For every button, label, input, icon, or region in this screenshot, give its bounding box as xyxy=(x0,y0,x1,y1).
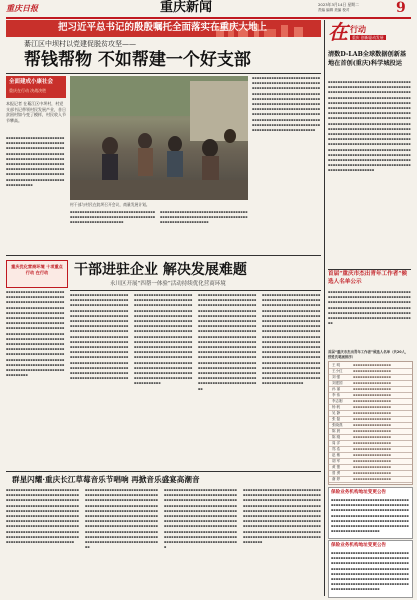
middle-column-1: ▪▪▪▪▪▪▪▪▪▪▪▪▪▪▪▪▪▪▪▪▪▪▪▪▪▪▪▪▪▪▪▪▪▪▪▪▪▪▪▪▪▪▪▪▪▪▪▪▪▪▪▪▪▪▪▪▪▪▪▪▪▪▪▪▪▪▪▪▪▪▪▪▪▪▪▪▪▪▪▪▪▪▪▪▪▪▪▪▪▪▪▪▪▪▪▪▪▪▪▪▪▪▪▪▪▪▪▪▪▪▪▪▪▪▪▪▪▪▪▪▪▪▪▪▪▪▪▪▪▪▪▪▪▪▪▪▪▪▪▪▪▪▪▪▪▪▪▪▪▪▪▪▪▪▪▪▪▪▪▪▪▪▪▪▪▪▪▪▪▪▪▪▪▪▪▪▪▪▪▪▪▪▪▪▪▪▪▪▪▪▪▪▪▪▪▪▪▪▪▪▪▪▪▪▪▪▪▪▪▪▪▪▪▪▪▪▪▪▪▪▪▪▪▪▪▪▪▪▪▪▪▪▪▪▪▪▪▪▪▪▪▪▪▪▪▪▪▪▪▪▪▪▪▪▪▪▪▪▪▪▪▪▪▪▪▪▪▪▪▪▪▪▪▪▪▪▪▪▪▪▪▪▪▪▪▪▪▪▪▪▪▪▪▪▪▪▪▪▪▪▪▪▪▪▪▪▪▪▪▪▪▪▪▪▪▪▪▪▪▪▪▪▪▪▪▪▪▪▪▪▪▪▪▪▪▪▪▪▪▪▪▪▪▪▪▪▪▪▪▪▪▪▪▪▪▪▪▪▪▪▪▪▪▪▪▪▪▪▪▪▪▪▪▪▪▪▪▪▪▪▪▪▪▪▪▪▪▪▪▪▪▪▪▪▪▪▪▪▪▪▪▪▪▪▪▪▪▪ xyxy=(70,293,129,381)
bottom-headline: 群星闪耀·重庆长江草莓音乐节唱响 再掀音乐盛宴高潮音 xyxy=(12,475,200,484)
candidate-name: 赵 敏 xyxy=(332,453,341,457)
middle-column-4: ▪▪▪▪▪▪▪▪▪▪▪▪▪▪▪▪▪▪▪▪▪▪▪▪▪▪▪▪▪▪▪▪▪▪▪▪▪▪▪▪▪▪▪▪▪▪▪▪▪▪▪▪▪▪▪▪▪▪▪▪▪▪▪▪▪▪▪▪▪▪▪▪▪▪▪▪▪▪▪▪▪▪▪▪▪▪▪▪▪▪▪▪▪▪▪▪▪▪▪▪▪▪▪▪▪▪▪▪▪▪▪▪▪▪▪▪▪▪▪▪▪▪▪▪▪▪▪▪▪▪▪▪▪▪▪▪▪▪▪▪▪▪▪▪▪▪▪▪▪▪▪▪▪▪▪▪▪▪▪▪▪▪▪▪▪▪▪▪▪▪▪▪▪▪▪▪▪▪▪▪▪▪▪▪▪▪▪▪▪▪▪▪▪▪▪▪▪▪▪▪▪▪▪▪▪▪▪▪▪▪▪▪▪▪▪▪▪▪▪▪▪▪▪▪▪▪▪▪▪▪▪▪▪▪▪▪▪▪▪▪▪▪▪▪▪▪▪▪▪▪▪▪▪▪▪▪▪▪▪▪▪▪▪▪▪▪▪▪▪▪▪▪▪▪▪▪▪▪▪▪▪▪▪▪▪▪▪▪▪▪▪▪▪▪▪▪▪▪▪▪▪▪▪▪▪▪▪▪▪▪▪▪▪▪▪▪▪▪▪▪▪▪▪▪▪▪▪▪▪▪▪▪▪▪▪▪▪▪▪▪▪▪▪▪▪▪▪▪▪▪▪▪▪▪▪▪▪▪▪▪▪▪▪▪▪▪▪▪▪▪▪▪▪▪▪▪▪▪▪▪▪▪▪▪▪▪▪▪▪▪▪▪▪▪▪▪▪▪▪▪▪▪▪▪▪▪▪▪▪▪▪▪▪▪▪▪▪▪▪▪▪▪▪▪▪ xyxy=(262,293,321,386)
candidate-detail-placeholder: ▪▪▪▪▪▪▪▪▪▪▪▪▪▪▪▪ xyxy=(353,423,391,427)
right-column-divider xyxy=(324,20,325,596)
photo-caption: 村干部与村民在院坝召开会议，商量发展计划。 xyxy=(70,202,150,207)
candidate-detail-placeholder: ▪▪▪▪▪▪▪▪▪▪▪▪▪▪▪▪ xyxy=(353,477,391,481)
ad-2-body: ▪▪▪▪▪▪▪▪▪▪▪▪▪▪▪▪▪▪▪▪▪▪▪▪▪▪▪▪▪▪▪▪▪▪▪▪▪▪▪▪▪▪▪▪▪▪▪▪▪▪▪▪▪▪▪▪▪▪▪▪▪▪▪▪▪▪▪▪▪▪▪▪▪▪▪▪▪▪▪▪▪▪▪▪▪▪▪▪▪▪▪▪▪▪▪▪▪▪▪▪▪▪▪▪▪▪▪▪▪▪▪▪▪▪▪▪▪▪▪▪▪▪▪▪▪▪▪▪▪▪▪▪▪▪▪▪▪▪▪▪▪▪▪▪▪▪▪▪▪▪▪▪▪▪▪▪▪▪▪▪▪▪▪▪▪▪▪▪▪▪▪▪▪▪▪▪▪▪▪▪▪▪▪▪▪▪▪▪▪▪▪▪▪▪▪▪▪▪▪▪▪▪▪▪▪▪▪▪▪▪▪▪▪▪▪▪▪▪▪▪▪▪▪▪▪▪▪▪▪▪▪▪▪▪▪▪▪▪▪▪▪▪▪▪ xyxy=(331,551,409,592)
masthead-rule xyxy=(6,17,411,19)
candidate-name: 王 明 xyxy=(332,363,341,367)
page-number: 9 xyxy=(396,0,406,16)
candidate-table xyxy=(328,361,413,485)
banner-band xyxy=(6,20,321,37)
candidate-name: 李志刚 xyxy=(332,399,343,403)
right-box-rule xyxy=(328,269,411,270)
candidate-name: 杨 帆 xyxy=(332,405,341,409)
editor-line: 责编 编辑 美编 校对 xyxy=(318,8,350,12)
candidate-name: 李 伟 xyxy=(332,393,341,397)
sidebar-box xyxy=(6,76,66,98)
candidate-name: 孙 丽 xyxy=(332,387,341,391)
candidate-name: 谢 婷 xyxy=(332,477,341,481)
ad-box-1 xyxy=(328,487,413,539)
candidate-detail-placeholder: ▪▪▪▪▪▪▪▪▪▪▪▪▪▪▪▪ xyxy=(353,399,391,403)
candidate-name: 张晓燕 xyxy=(332,423,343,427)
lead-body-filler-1: ▪▪▪▪▪▪▪▪▪▪▪▪▪▪▪▪▪▪▪▪▪▪▪▪▪▪▪▪▪▪▪▪▪▪▪▪▪▪▪▪▪▪▪▪▪▪▪▪▪▪▪▪▪▪▪▪▪▪▪▪▪▪▪▪▪▪▪▪▪▪▪▪▪▪▪▪▪▪▪▪▪▪▪▪▪▪▪▪▪▪▪▪▪▪▪▪▪▪▪▪▪▪▪▪▪▪▪▪▪▪▪▪▪▪▪▪▪▪▪▪▪▪▪▪▪▪▪▪▪▪▪▪▪▪▪▪▪▪▪▪▪▪▪▪▪▪▪▪▪▪▪▪▪▪▪▪▪▪▪▪▪▪▪▪▪▪▪▪▪▪▪▪▪▪▪▪▪▪▪▪▪▪▪▪▪▪▪▪▪▪▪▪▪▪▪▪▪▪▪▪▪▪▪▪▪▪▪▪▪▪▪▪▪▪▪▪▪▪▪▪▪▪▪▪▪▪▪ xyxy=(6,136,65,187)
candidate-name: 郑 浩 xyxy=(332,447,341,451)
candidate-name: 陈 晨 xyxy=(332,429,341,433)
right-logo xyxy=(328,20,411,48)
candidate-detail-placeholder: ▪▪▪▪▪▪▪▪▪▪▪▪▪▪▪▪ xyxy=(353,417,391,421)
inner-box xyxy=(6,260,68,288)
candidate-name: 周 洋 xyxy=(332,441,341,445)
lead-photo xyxy=(70,76,248,200)
logo-rest: 行动 xyxy=(350,24,366,34)
candidate-detail-placeholder: ▪▪▪▪▪▪▪▪▪▪▪▪▪▪▪▪ xyxy=(353,405,391,409)
right-story-body: ▪▪▪▪▪▪▪▪▪▪▪▪▪▪▪▪▪▪▪▪▪▪▪▪▪▪▪▪▪▪▪▪▪▪▪▪▪▪▪▪▪▪▪▪▪▪▪▪▪▪▪▪▪▪▪▪▪▪▪▪▪▪▪▪▪▪▪▪▪▪▪▪▪▪▪▪▪▪▪▪▪▪▪▪▪▪▪▪▪▪▪▪▪▪▪▪▪▪▪▪▪▪▪▪▪▪▪▪▪▪▪▪▪▪▪▪▪▪▪▪▪▪▪▪▪▪▪▪▪▪▪▪▪▪▪▪▪▪▪▪▪▪▪▪▪▪▪▪▪▪▪▪▪▪▪▪▪▪▪▪▪▪▪▪▪▪▪▪▪▪▪▪▪▪▪▪▪▪▪▪▪▪▪▪▪▪▪▪▪▪▪▪▪▪▪▪▪▪▪▪▪▪▪▪▪▪▪▪▪▪▪▪▪▪▪▪▪▪▪▪▪▪▪▪▪▪▪▪▪▪▪▪▪▪▪▪▪▪▪▪▪▪▪▪▪▪▪▪▪▪▪▪▪▪▪▪▪▪▪▪▪▪▪▪▪▪▪▪▪▪▪▪▪▪▪▪▪▪▪▪▪▪▪▪▪▪▪▪▪▪▪▪▪▪▪▪▪▪▪▪▪▪▪▪▪▪▪▪▪▪▪▪▪▪▪▪▪▪▪▪▪▪▪▪▪▪▪▪▪▪▪▪▪▪▪▪▪▪▪▪▪▪▪▪▪▪▪▪▪▪▪▪▪▪▪▪▪▪▪▪▪▪▪▪▪▪▪▪▪▪▪▪▪▪▪▪▪▪▪▪▪▪▪▪▪▪▪▪▪▪▪▪▪▪▪▪▪▪▪▪▪▪▪▪▪▪▪▪▪▪▪▪▪▪▪▪▪▪▪▪▪▪▪▪▪▪▪▪▪▪▪▪▪▪▪▪▪▪▪▪▪▪▪▪▪▪▪▪▪▪▪▪▪▪▪▪▪▪▪▪▪▪▪▪▪▪▪▪▪▪▪▪▪▪▪▪▪▪▪▪▪▪▪▪▪▪▪▪▪▪▪▪▪▪▪▪▪▪▪▪▪▪▪▪▪▪▪▪▪▪▪▪▪▪▪▪▪▪▪▪▪▪▪▪▪▪▪▪▪▪▪▪▪▪▪▪▪▪▪▪▪▪▪▪▪▪▪▪▪▪▪▪▪▪▪▪▪▪▪▪▪▪▪▪▪▪▪▪▪▪▪▪▪▪▪▪▪▪▪▪▪▪▪▪▪▪▪▪▪▪▪▪▪▪▪▪▪ xyxy=(328,80,411,173)
lead-column-3: ▪▪▪▪▪▪▪▪▪▪▪▪▪▪▪▪▪▪▪▪▪▪▪▪▪▪▪▪▪▪▪▪▪▪▪▪▪▪▪▪▪▪▪▪▪▪▪▪▪▪▪▪▪▪▪▪▪▪▪▪▪▪▪▪▪▪▪▪▪▪▪▪▪▪▪▪▪▪▪▪▪▪▪▪▪▪▪▪▪▪▪▪ xyxy=(160,210,248,225)
candidate-detail-placeholder: ▪▪▪▪▪▪▪▪▪▪▪▪▪▪▪▪ xyxy=(353,459,391,463)
candidate-name: 陈 刚 xyxy=(332,435,341,439)
ad-box-2 xyxy=(328,540,413,598)
candidate-row xyxy=(329,476,412,483)
right-box-intro: ▪▪▪▪▪▪▪▪▪▪▪▪▪▪▪▪▪▪▪▪▪▪▪▪▪▪▪▪▪▪▪▪▪▪▪▪▪▪▪▪▪▪▪▪▪▪▪▪▪▪▪▪▪▪▪▪▪▪▪▪▪▪▪▪▪▪▪▪▪▪▪▪▪▪▪▪▪▪▪▪▪▪▪▪▪▪▪▪▪▪▪▪▪▪▪▪▪▪▪▪▪▪▪▪▪▪▪▪▪▪▪▪▪▪▪▪▪▪▪▪▪▪▪▪▪▪▪▪▪▪▪▪▪▪▪▪▪▪▪▪▪▪▪▪▪▪▪▪▪▪▪▪▪▪▪▪▪▪▪▪▪▪▪▪▪▪▪▪▪▪▪▪▪▪▪▪▪▪▪▪▪▪▪▪▪▪▪▪▪▪▪▪▪▪▪▪▪▪▪▪▪▪▪▪▪▪ xyxy=(328,290,411,326)
candidate-detail-placeholder: ▪▪▪▪▪▪▪▪▪▪▪▪▪▪▪▪ xyxy=(353,471,391,475)
candidate-name: 刘建国 xyxy=(332,381,343,385)
lead-headline: 帮钱帮物 不如帮建一个好支部 xyxy=(24,50,251,70)
section-title: 重庆新闻 xyxy=(160,0,213,15)
candidate-detail-placeholder: ▪▪▪▪▪▪▪▪▪▪▪▪▪▪▪▪ xyxy=(353,447,391,451)
middle-rule xyxy=(70,290,321,291)
masthead xyxy=(0,0,417,17)
candidate-detail-placeholder: ▪▪▪▪▪▪▪▪▪▪▪▪▪▪▪▪ xyxy=(353,375,391,379)
candidate-name: 张 磊 xyxy=(332,417,341,421)
candidate-detail-placeholder: ▪▪▪▪▪▪▪▪▪▪▪▪▪▪▪▪ xyxy=(353,369,391,373)
candidate-detail-placeholder: ▪▪▪▪▪▪▪▪▪▪▪▪▪▪▪▪ xyxy=(353,393,391,397)
logo-sub: 重庆 创新驱动发展 xyxy=(352,35,384,40)
candidate-detail-placeholder: ▪▪▪▪▪▪▪▪▪▪▪▪▪▪▪▪ xyxy=(353,411,391,415)
lead-column-1 xyxy=(6,76,66,252)
date-line: 2023年3月14日 星期二 xyxy=(318,2,359,7)
lead-kicker: 綦江区中坝村以党建促脱贫攻坚—— xyxy=(24,40,136,48)
bottom-column-4: ▪▪▪▪▪▪▪▪▪▪▪▪▪▪▪▪▪▪▪▪▪▪▪▪▪▪▪▪▪▪▪▪▪▪▪▪▪▪▪▪▪▪▪▪▪▪▪▪▪▪▪▪▪▪▪▪▪▪▪▪▪▪▪▪▪▪▪▪▪▪▪▪▪▪▪▪▪▪▪▪▪▪▪▪▪▪▪▪▪▪▪▪▪▪▪▪▪▪▪▪▪▪▪▪▪▪▪▪▪▪▪▪▪▪▪▪▪▪▪▪▪▪▪▪▪▪▪▪▪▪▪▪▪▪▪▪▪▪▪▪▪▪▪▪▪▪▪▪▪▪▪▪▪▪▪▪▪▪▪▪▪▪▪▪▪▪▪▪▪▪▪▪▪▪▪▪▪▪▪▪▪▪▪▪▪▪▪▪▪▪▪▪▪▪▪▪▪▪▪▪▪▪▪▪▪▪▪▪▪▪▪▪▪▪▪▪▪▪▪▪▪▪▪▪▪▪▪▪▪▪▪▪▪▪▪▪▪▪▪▪▪▪▪▪▪▪▪▪▪▪▪▪▪▪▪▪▪▪▪▪▪▪▪▪▪▪▪▪▪▪▪▪▪▪▪▪▪▪▪▪▪▪▪▪▪▪▪▪▪▪▪▪▪▪▪▪▪▪▪▪▪▪▪▪▪▪▪▪▪▪▪▪▪▪▪▪▪▪▪▪▪▪▪▪▪▪▪▪ xyxy=(243,488,321,545)
left-lower-column: ▪▪▪▪▪▪▪▪▪▪▪▪▪▪▪▪▪▪▪▪▪▪▪▪▪▪▪▪▪▪▪▪▪▪▪▪▪▪▪▪▪▪▪▪▪▪▪▪▪▪▪▪▪▪▪▪▪▪▪▪▪▪▪▪▪▪▪▪▪▪▪▪▪▪▪▪▪▪▪▪▪▪▪▪▪▪▪▪▪▪▪▪▪▪▪▪▪▪▪▪▪▪▪▪▪▪▪▪▪▪▪▪▪▪▪▪▪▪▪▪▪▪▪▪▪▪▪▪▪▪▪▪▪▪▪▪▪▪▪▪▪▪▪▪▪▪▪▪▪▪▪▪▪▪▪▪▪▪▪▪▪▪▪▪▪▪▪▪▪▪▪▪▪▪▪▪▪▪▪▪▪▪▪▪▪▪▪▪▪▪▪▪▪▪▪▪▪▪▪▪▪▪▪▪▪▪▪▪▪▪▪▪▪▪▪▪▪▪▪▪▪▪▪▪▪▪▪▪▪▪▪▪▪▪▪▪▪▪▪▪▪▪▪▪▪▪▪▪▪▪▪▪▪▪▪▪▪▪▪▪▪▪▪▪▪▪▪▪▪▪▪▪▪▪▪▪▪▪▪▪▪▪▪▪▪▪▪▪▪▪▪▪▪▪▪▪▪▪▪▪▪▪▪▪▪▪▪▪▪▪▪▪▪▪▪▪▪▪▪▪▪▪▪▪▪▪▪▪▪▪▪▪▪▪▪▪▪▪▪▪▪▪▪▪▪▪▪▪▪▪▪▪▪▪▪▪▪▪▪▪▪▪▪▪▪▪▪▪▪▪▪▪▪▪▪▪▪▪▪▪▪▪▪▪▪▪▪▪▪▪▪▪▪ xyxy=(6,290,65,378)
lead-body: 本报记者 在綦江区中坝村，村党支部书记带领村民发展产业，昔日贫困村如今变了模样，村民收入节节攀高。 xyxy=(6,101,66,123)
sidebar-box-subtitle: 重庆在行动 决战决胜 xyxy=(9,88,47,93)
right-box-subhead: 首届“重庆市杰出青年工作者”候选人名单（共20人，按姓氏笔画排序） xyxy=(328,350,409,359)
lead-column-4: ▪▪▪▪▪▪▪▪▪▪▪▪▪▪▪▪▪▪▪▪▪▪▪▪▪▪▪▪▪▪▪▪▪▪▪▪▪▪▪▪▪▪▪▪▪▪▪▪▪▪▪▪▪▪▪▪▪▪▪▪▪▪▪▪▪▪▪▪▪▪▪▪▪▪▪▪▪▪▪▪▪▪▪▪▪▪▪▪▪▪▪▪▪▪▪▪▪▪▪▪▪▪▪▪▪▪▪▪▪▪▪▪▪▪▪▪▪▪▪▪▪▪▪▪▪▪▪▪▪▪▪▪▪▪▪▪▪▪▪▪▪▪▪▪▪▪▪▪▪▪▪▪▪▪▪▪▪▪▪▪▪▪▪▪▪▪▪▪▪▪▪▪▪▪▪▪▪▪▪▪▪▪▪▪▪▪▪▪▪▪▪▪▪▪▪▪▪▪▪▪▪▪▪▪▪▪▪▪▪▪▪▪▪▪▪▪▪▪▪▪▪▪▪▪▪▪▪▪▪▪▪▪▪▪▪▪▪▪▪▪▪▪▪▪▪▪▪▪▪▪▪▪▪▪▪▪▪▪▪▪▪▪▪▪▪▪▪▪▪▪▪▪▪▪▪▪▪▪▪▪▪▪▪▪▪▪▪▪▪▪▪▪▪▪▪▪▪▪▪▪▪▪▪▪▪▪ xyxy=(252,76,321,133)
candidate-detail-placeholder: ▪▪▪▪▪▪▪▪▪▪▪▪▪▪▪▪ xyxy=(353,441,391,445)
candidate-detail-placeholder: ▪▪▪▪▪▪▪▪▪▪▪▪▪▪▪▪ xyxy=(353,381,391,385)
paper-name: 重庆日报 xyxy=(6,3,38,13)
candidate-name: 王小红 xyxy=(332,369,343,373)
candidate-detail-placeholder: ▪▪▪▪▪▪▪▪▪▪▪▪▪▪▪▪ xyxy=(353,435,391,439)
bottom-column-2: ▪▪▪▪▪▪▪▪▪▪▪▪▪▪▪▪▪▪▪▪▪▪▪▪▪▪▪▪▪▪▪▪▪▪▪▪▪▪▪▪▪▪▪▪▪▪▪▪▪▪▪▪▪▪▪▪▪▪▪▪▪▪▪▪▪▪▪▪▪▪▪▪▪▪▪▪▪▪▪▪▪▪▪▪▪▪▪▪▪▪▪▪▪▪▪▪▪▪▪▪▪▪▪▪▪▪▪▪▪▪▪▪▪▪▪▪▪▪▪▪▪▪▪▪▪▪▪▪▪▪▪▪▪▪▪▪▪▪▪▪▪▪▪▪▪▪▪▪▪▪▪▪▪▪▪▪▪▪▪▪▪▪▪▪▪▪▪▪▪▪▪▪▪▪▪▪▪▪▪▪▪▪▪▪▪▪▪▪▪▪▪▪▪▪▪▪▪▪▪▪▪▪▪▪▪▪▪▪▪▪▪▪▪▪▪▪▪▪▪▪▪▪▪▪▪▪▪▪▪▪▪▪▪▪▪▪▪▪▪▪▪▪▪▪▪▪▪▪▪▪▪▪▪▪▪▪▪▪▪▪▪▪▪▪▪▪▪▪▪▪▪▪▪▪▪▪▪▪▪▪▪▪▪▪▪▪▪▪▪▪▪▪▪▪▪▪▪▪▪▪▪▪▪▪▪▪▪▪▪▪▪▪▪▪▪▪▪▪▪▪▪▪▪▪▪▪▪▪▪▪▪▪ xyxy=(85,488,159,550)
ad-2-title: 保险业务机构地址变更公告 xyxy=(331,543,387,548)
lead-bottom-rule xyxy=(6,255,321,256)
right-headline: 清数D-LAB全球数据创新基地在首创(重庆)科学城投运 xyxy=(328,51,407,67)
candidate-name: 胡 军 xyxy=(332,459,341,463)
candidate-name: 吴 静 xyxy=(332,411,341,415)
candidate-detail-placeholder: ▪▪▪▪▪▪▪▪▪▪▪▪▪▪▪▪ xyxy=(353,453,391,457)
candidate-detail-placeholder: ▪▪▪▪▪▪▪▪▪▪▪▪▪▪▪▪ xyxy=(353,363,391,367)
sidebar-box-title: 全面建成小康社会 xyxy=(9,79,54,85)
candidate-name: 刘 强 xyxy=(332,375,341,379)
lead-column-2: ▪▪▪▪▪▪▪▪▪▪▪▪▪▪▪▪▪▪▪▪▪▪▪▪▪▪▪▪▪▪▪▪▪▪▪▪▪▪▪▪▪▪▪▪▪▪▪▪▪▪▪▪▪▪▪▪▪▪▪▪▪▪▪▪▪▪▪▪▪▪▪▪▪▪▪▪▪▪▪▪▪▪▪▪▪▪▪▪▪▪▪▪ xyxy=(70,210,156,225)
bottom-column-3: ▪▪▪▪▪▪▪▪▪▪▪▪▪▪▪▪▪▪▪▪▪▪▪▪▪▪▪▪▪▪▪▪▪▪▪▪▪▪▪▪▪▪▪▪▪▪▪▪▪▪▪▪▪▪▪▪▪▪▪▪▪▪▪▪▪▪▪▪▪▪▪▪▪▪▪▪▪▪▪▪▪▪▪▪▪▪▪▪▪▪▪▪▪▪▪▪▪▪▪▪▪▪▪▪▪▪▪▪▪▪▪▪▪▪▪▪▪▪▪▪▪▪▪▪▪▪▪▪▪▪▪▪▪▪▪▪▪▪▪▪▪▪▪▪▪▪▪▪▪▪▪▪▪▪▪▪▪▪▪▪▪▪▪▪▪▪▪▪▪▪▪▪▪▪▪▪▪▪▪▪▪▪▪▪▪▪▪▪▪▪▪▪▪▪▪▪▪▪▪▪▪▪▪▪▪▪▪▪▪▪▪▪▪▪▪▪▪▪▪▪▪▪▪▪▪▪▪▪▪▪▪▪▪▪▪▪▪▪▪▪▪▪▪▪▪▪▪▪▪▪▪▪▪▪▪▪▪▪▪▪▪▪▪▪▪▪▪▪▪▪▪▪▪▪▪▪▪▪▪▪▪▪▪▪▪▪▪▪▪▪▪▪▪▪▪▪▪▪▪▪▪▪▪▪▪▪▪▪▪▪▪▪▪▪▪▪▪▪▪▪▪▪▪▪▪▪▪▪▪▪▪ xyxy=(164,488,238,550)
middle-column-3: ▪▪▪▪▪▪▪▪▪▪▪▪▪▪▪▪▪▪▪▪▪▪▪▪▪▪▪▪▪▪▪▪▪▪▪▪▪▪▪▪▪▪▪▪▪▪▪▪▪▪▪▪▪▪▪▪▪▪▪▪▪▪▪▪▪▪▪▪▪▪▪▪▪▪▪▪▪▪▪▪▪▪▪▪▪▪▪▪▪▪▪▪▪▪▪▪▪▪▪▪▪▪▪▪▪▪▪▪▪▪▪▪▪▪▪▪▪▪▪▪▪▪▪▪▪▪▪▪▪▪▪▪▪▪▪▪▪▪▪▪▪▪▪▪▪▪▪▪▪▪▪▪▪▪▪▪▪▪▪▪▪▪▪▪▪▪▪▪▪▪▪▪▪▪▪▪▪▪▪▪▪▪▪▪▪▪▪▪▪▪▪▪▪▪▪▪▪▪▪▪▪▪▪▪▪▪▪▪▪▪▪▪▪▪▪▪▪▪▪▪▪▪▪▪▪▪▪▪▪▪▪▪▪▪▪▪▪▪▪▪▪▪▪▪▪▪▪▪▪▪▪▪▪▪▪▪▪▪▪▪▪▪▪▪▪▪▪▪▪▪▪▪▪▪▪▪▪▪▪▪▪▪▪▪▪▪▪▪▪▪▪▪▪▪▪▪▪▪▪▪▪▪▪▪▪▪▪▪▪▪▪▪▪▪▪▪▪▪▪▪▪▪▪▪▪▪▪▪▪▪▪▪▪▪▪▪▪▪▪▪▪▪▪▪▪▪▪▪▪▪▪▪▪▪▪▪▪▪▪▪▪▪▪▪▪▪▪▪▪▪▪▪▪▪▪▪▪▪▪▪▪▪▪▪▪▪▪▪▪▪▪▪▪▪▪▪▪▪▪▪▪▪▪▪▪▪▪▪▪▪▪▪▪▪▪▪▪▪▪▪▪▪▪▪▪▪▪▪▪▪▪▪▪▪ xyxy=(198,293,257,391)
candidate-name: 黄 蕾 xyxy=(332,465,341,469)
bottom-section-rule xyxy=(6,471,321,472)
logo-big-char: 在 xyxy=(328,20,348,44)
middle-column-2: ▪▪▪▪▪▪▪▪▪▪▪▪▪▪▪▪▪▪▪▪▪▪▪▪▪▪▪▪▪▪▪▪▪▪▪▪▪▪▪▪▪▪▪▪▪▪▪▪▪▪▪▪▪▪▪▪▪▪▪▪▪▪▪▪▪▪▪▪▪▪▪▪▪▪▪▪▪▪▪▪▪▪▪▪▪▪▪▪▪▪▪▪▪▪▪▪▪▪▪▪▪▪▪▪▪▪▪▪▪▪▪▪▪▪▪▪▪▪▪▪▪▪▪▪▪▪▪▪▪▪▪▪▪▪▪▪▪▪▪▪▪▪▪▪▪▪▪▪▪▪▪▪▪▪▪▪▪▪▪▪▪▪▪▪▪▪▪▪▪▪▪▪▪▪▪▪▪▪▪▪▪▪▪▪▪▪▪▪▪▪▪▪▪▪▪▪▪▪▪▪▪▪▪▪▪▪▪▪▪▪▪▪▪▪▪▪▪▪▪▪▪▪▪▪▪▪▪▪▪▪▪▪▪▪▪▪▪▪▪▪▪▪▪▪▪▪▪▪▪▪▪▪▪▪▪▪▪▪▪▪▪▪▪▪▪▪▪▪▪▪▪▪▪▪▪▪▪▪▪▪▪▪▪▪▪▪▪▪▪▪▪▪▪▪▪▪▪▪▪▪▪▪▪▪▪▪▪▪▪▪▪▪▪▪▪▪▪▪▪▪▪▪▪▪▪▪▪▪▪▪▪▪▪▪▪▪▪▪▪▪▪▪▪▪▪▪▪▪▪▪▪▪▪▪▪▪▪▪▪▪▪▪▪▪▪▪▪▪▪▪▪▪▪▪▪▪▪▪▪▪▪▪▪▪▪▪▪▪▪▪▪▪▪▪▪▪▪▪▪▪▪▪▪▪▪▪▪▪▪▪▪▪▪▪▪▪▪▪▪ xyxy=(134,293,193,386)
middle-subhead: 永川区开展“四帮一体验”活动持续优化营商环境 xyxy=(110,281,226,287)
banner-text: 把习近平总书记的殷殷嘱托全面落实在重庆大地上 xyxy=(58,22,268,33)
inner-box-title: 重庆优化营商环境 十项重点行动 在行动 xyxy=(11,264,63,275)
lead-rule xyxy=(6,73,321,74)
candidate-name: 曾 勇 xyxy=(332,471,341,475)
ad-1-title: 保险业务机构地址变更公告 xyxy=(331,490,387,495)
candidate-detail-placeholder: ▪▪▪▪▪▪▪▪▪▪▪▪▪▪▪▪ xyxy=(353,465,391,469)
middle-headline: 干部进驻企业 解决发展难题 xyxy=(74,262,247,278)
ad-1-body: ▪▪▪▪▪▪▪▪▪▪▪▪▪▪▪▪▪▪▪▪▪▪▪▪▪▪▪▪▪▪▪▪▪▪▪▪▪▪▪▪▪▪▪▪▪▪▪▪▪▪▪▪▪▪▪▪▪▪▪▪▪▪▪▪▪▪▪▪▪▪▪▪▪▪▪▪▪▪▪▪▪▪▪▪▪▪▪▪▪▪▪▪▪▪▪▪▪▪▪▪▪▪▪▪▪▪▪▪▪▪▪▪▪▪▪▪▪▪▪▪▪▪▪▪▪▪▪▪▪▪▪▪▪▪▪▪▪▪▪▪▪▪▪▪▪▪▪▪▪▪▪▪▪▪▪▪▪▪▪▪▪▪▪▪▪▪▪▪▪▪▪▪▪▪▪▪▪▪▪▪▪▪▪▪▪▪▪▪▪▪▪▪▪▪▪▪▪▪▪▪▪▪▪▪▪▪▪▪▪▪▪▪ xyxy=(331,498,409,534)
photo-scene xyxy=(70,76,248,200)
right-box-headline: 首届“重庆市杰出青年工作者”候选人名单公示 xyxy=(328,271,408,285)
candidate-detail-placeholder: ▪▪▪▪▪▪▪▪▪▪▪▪▪▪▪▪ xyxy=(353,429,391,433)
bottom-column-1: ▪▪▪▪▪▪▪▪▪▪▪▪▪▪▪▪▪▪▪▪▪▪▪▪▪▪▪▪▪▪▪▪▪▪▪▪▪▪▪▪▪▪▪▪▪▪▪▪▪▪▪▪▪▪▪▪▪▪▪▪▪▪▪▪▪▪▪▪▪▪▪▪▪▪▪▪▪▪▪▪▪▪▪▪▪▪▪▪▪▪▪▪▪▪▪▪▪▪▪▪▪▪▪▪▪▪▪▪▪▪▪▪▪▪▪▪▪▪▪▪▪▪▪▪▪▪▪▪▪▪▪▪▪▪▪▪▪▪▪▪▪▪▪▪▪▪▪▪▪▪▪▪▪▪▪▪▪▪▪▪▪▪▪▪▪▪▪▪▪▪▪▪▪▪▪▪▪▪▪▪▪▪▪▪▪▪▪▪▪▪▪▪▪▪▪▪▪▪▪▪▪▪▪▪▪▪▪▪▪▪▪▪▪▪▪▪▪▪▪▪▪▪▪▪▪▪▪▪▪▪▪▪▪▪▪▪▪▪▪▪▪▪▪▪▪▪▪▪▪▪▪▪▪▪▪▪▪▪▪▪▪▪▪▪▪▪▪▪▪▪▪▪▪▪▪▪▪▪▪▪▪▪▪▪▪▪▪▪▪▪▪▪▪▪▪▪▪▪▪▪▪▪▪▪▪▪▪▪▪▪▪▪▪▪▪▪▪▪▪▪▪▪▪▪▪▪▪▪ xyxy=(6,488,80,545)
candidate-detail-placeholder: ▪▪▪▪▪▪▪▪▪▪▪▪▪▪▪▪ xyxy=(353,387,391,391)
